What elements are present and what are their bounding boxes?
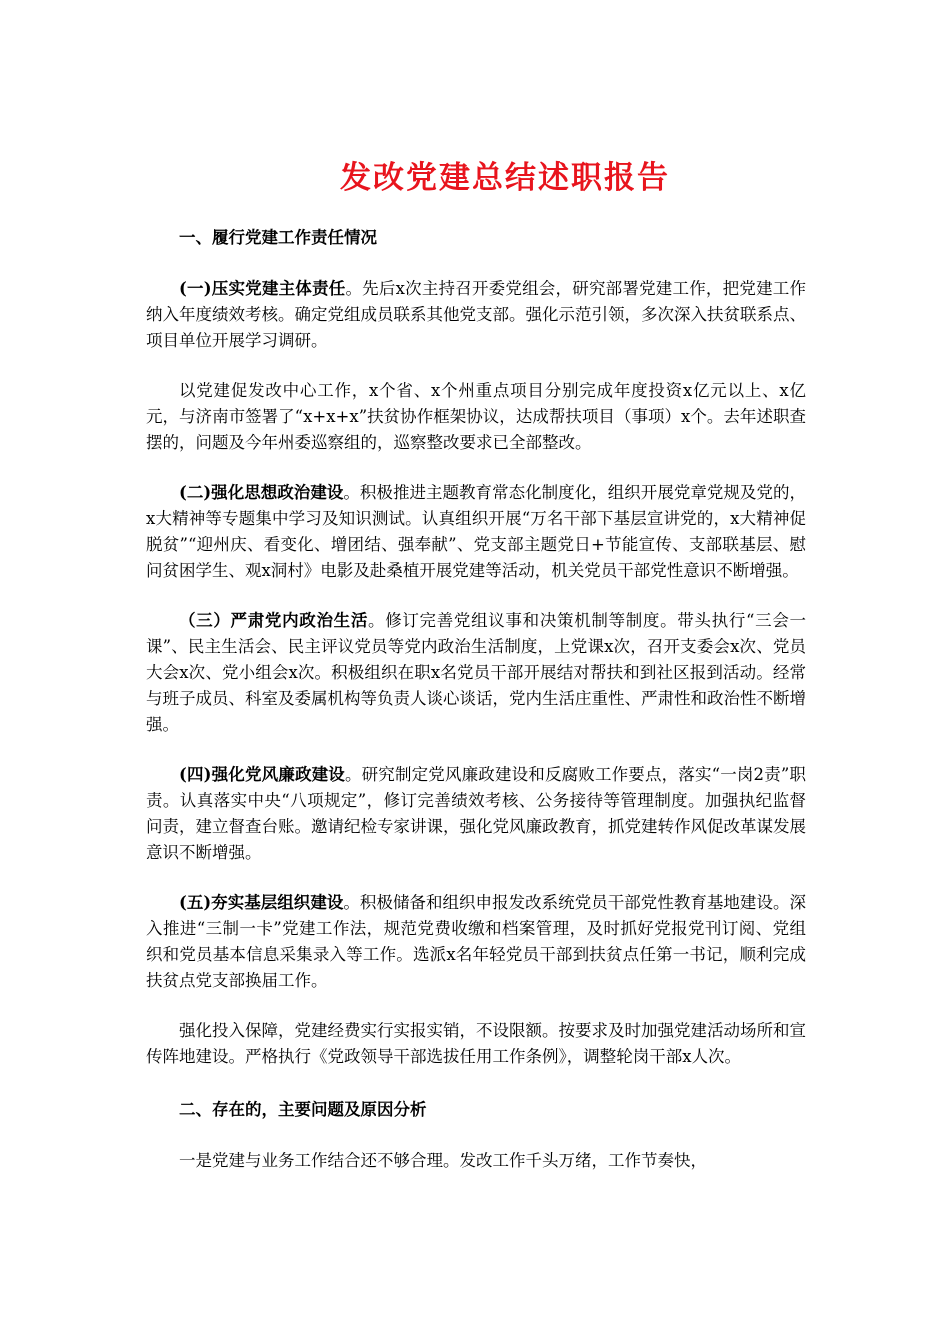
body-paragraph bbox=[146, 762, 806, 866]
body-paragraph bbox=[146, 1018, 806, 1070]
paragraph-lead: （三）严肃党内政治生活 bbox=[179, 611, 369, 630]
body-paragraph bbox=[146, 378, 806, 456]
paragraph-text: 。积极储备和组织申报发改系统党员干部党性教育基地建设。深入推进“三制一卡”党建工作法，规范党费收缴和档案管理，及时抓好党报党刊订阅、党组织和党员基本信息采集录入等工作。选派x名年轻党员干部到扶贫点任第一书记，顺利完成扶贫点党支部换届工作。 bbox=[146, 893, 806, 990]
body-paragraph bbox=[146, 1148, 806, 1174]
body-paragraph bbox=[146, 480, 806, 584]
section-heading: 二、存在的，主要问题及原因分析 bbox=[179, 1100, 427, 1119]
paragraph-text: 。先后x次主持召开委党组会，研究部署党建工作，把党建工作纳入年度绩效考核。确定党组成员联系其他党支部。强化示范引领，多次深入扶贫联系点、项目单位开展学习调研。 bbox=[146, 279, 806, 350]
body-paragraph bbox=[146, 890, 806, 994]
paragraph-lead: (四)强化党风廉政建设 bbox=[179, 765, 345, 784]
paragraph-text: 。积极推进主题教育常态化制度化，组织开展党章党规及党的，x大精神等专题集中学习及知识测试。认真组织开展“万名干部下基层宣讲党的，x大精神促脱贫”“迎州庆、看变化、增团结、强奉献”、党支部主题党日+节能宣传、支部联基层、慰问贫困学生、观x洞村》电影及赴桑植开展党建等活动，机关党员干部党性意识不断增强。 bbox=[146, 483, 806, 580]
paragraph-lead: (五)夯实基层组织建设 bbox=[179, 893, 344, 912]
document-body bbox=[146, 222, 806, 1198]
paragraph-lead: (一)压实党建主体责任 bbox=[179, 279, 346, 298]
paragraph-text: 以党建促发改中心工作，x个省、x个州重点项目分别完成年度投资x亿元以上、x亿元，与济南市签署了“x+x+x”扶贫协作框架协议，达成帮扶项目（事项）x个。去年述职查摆的，问题及今年州委巡察组的，巡察整改要求已全部整改。 bbox=[146, 381, 806, 452]
paragraph-text: 。修订完善党组议事和决策机制等制度。带头执行“三会一课”、民主生活会、民主评议党员等党内政治生活制度，上党课x次，召开支委会x次、党员大会x次、党小组会x次。积极组织在职x名党员干部开展结对帮扶和到社区报到活动。经常与班子成员、科室及委属机构等负责人谈心谈话，党内生活庄重性、严肃性和政治性不断增强。 bbox=[146, 611, 807, 734]
document-title: 发改党建总结述职报告 bbox=[340, 160, 670, 196]
body-paragraph bbox=[146, 276, 806, 354]
paragraph-text: 一是党建与业务工作结合还不够合理。发改工作千头万绪，工作节奏快， bbox=[179, 1151, 707, 1170]
paragraph-text: 强化投入保障，党建经费实行实报实销，不设限额。按要求及时加强党建活动场所和宣传阵地建设。严格执行《党政领导干部选拔任用工作条例》，调整轮岗干部x人次。 bbox=[146, 1021, 806, 1066]
body-paragraph bbox=[146, 608, 806, 738]
section-heading: 一、履行党建工作责任情况 bbox=[179, 228, 377, 247]
paragraph-lead: (二)强化思想政治建设 bbox=[179, 483, 344, 502]
paragraph-text: 。研究制定党风廉政建设和反腐败工作要点，落实“一岗2责”职责。认真落实中央“八项规定”，修订完善绩效考核、公务接待等管理制度。加强执纪监督问责，建立督查台账。邀请纪检专家讲课，强化党风廉政教育，抓党建转作风促改革谋发展意识不断增强。 bbox=[146, 765, 806, 862]
